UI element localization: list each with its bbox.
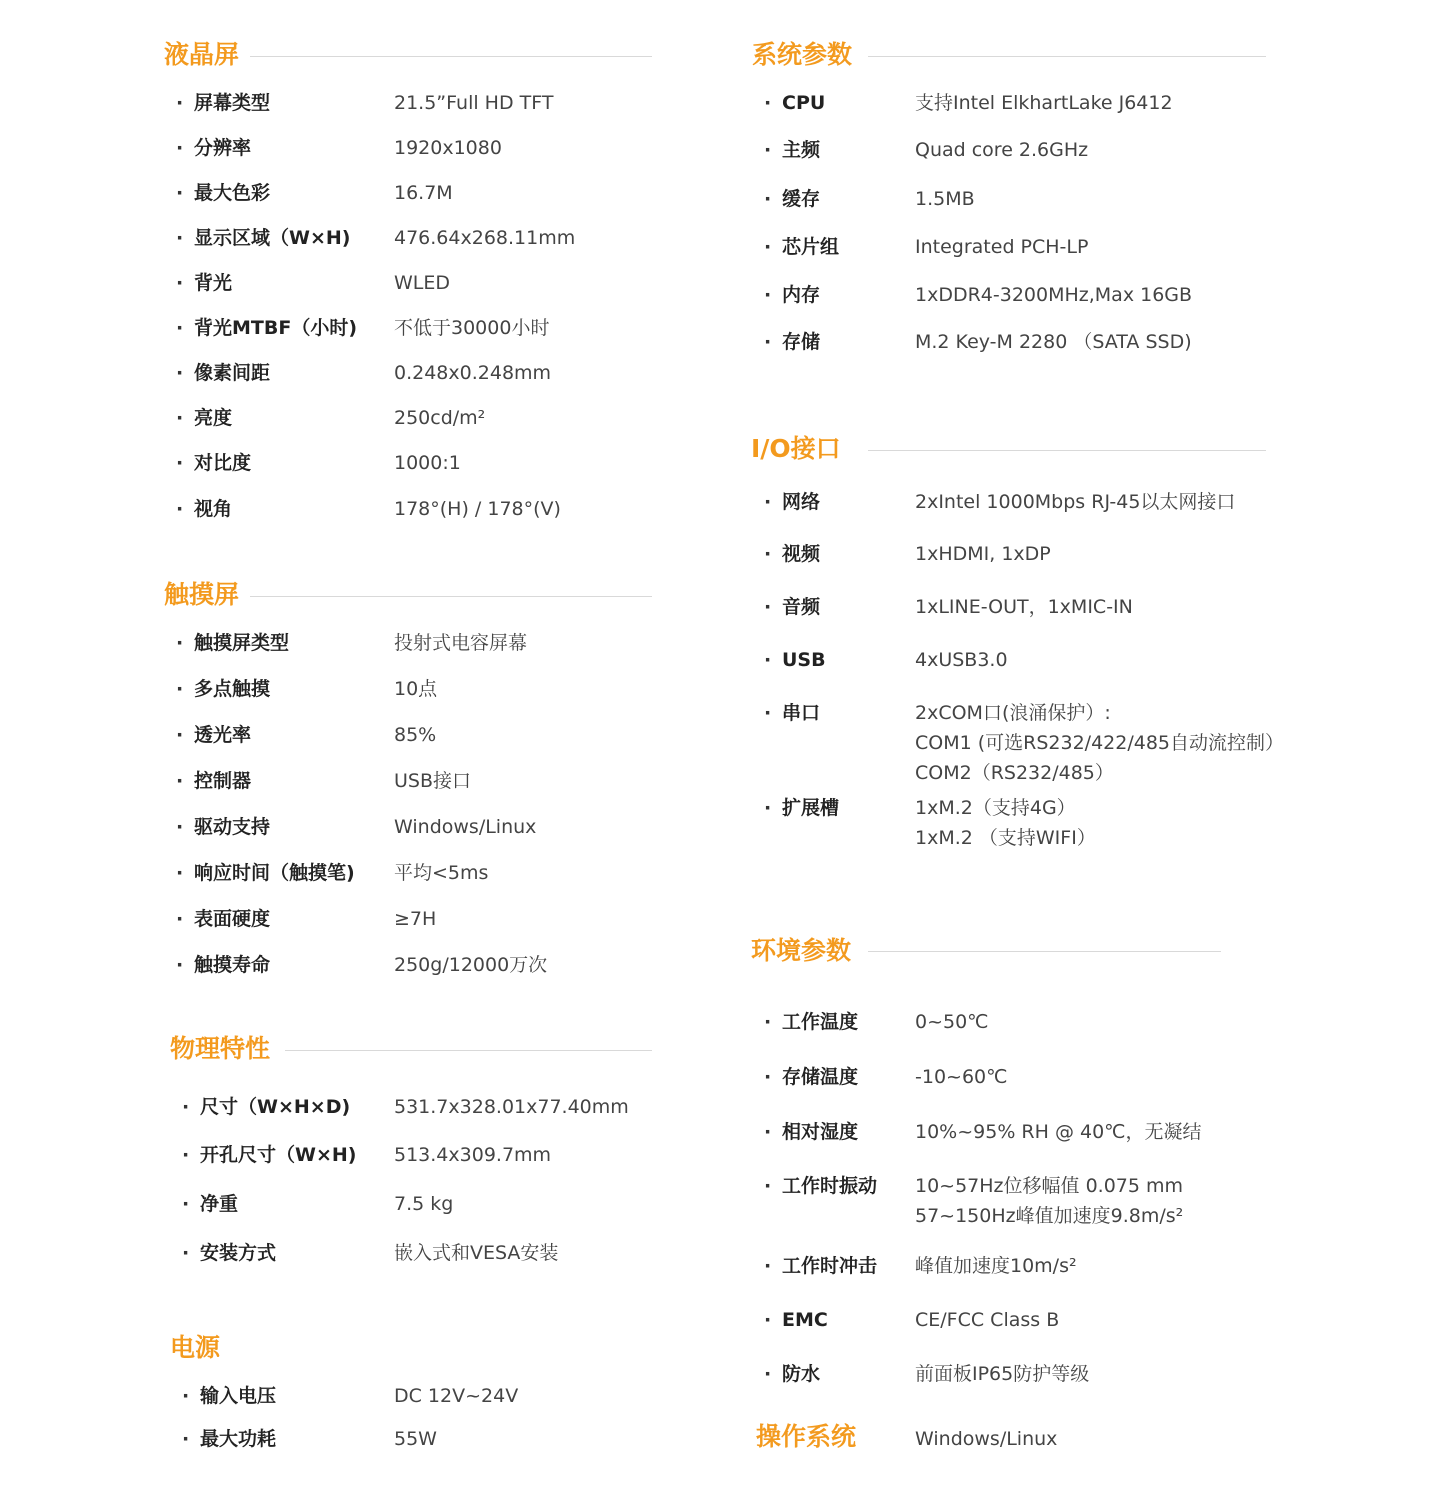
spec-label: 多点触摸 [194,678,271,700]
bullet-dot: · [764,139,772,161]
spec-label: 网络 [782,491,821,513]
section-title-lcd: 液晶屏 [164,40,240,69]
spec-label: 亮度 [194,407,233,429]
bullet-dot: · [176,182,184,204]
spec-value: 21.5”Full HD TFT [394,92,554,114]
section-title-os: 操作系统 [756,1422,857,1451]
section-rule [285,1050,652,1051]
spec-value: Windows/Linux [915,1428,1058,1450]
spec-label: 背光 [194,272,233,294]
spec-value: 178°(H) / 178°(V) [394,498,561,520]
bullet-dot: · [764,491,772,513]
bullet-dot: · [764,1255,772,1277]
spec-label: 对比度 [194,452,252,474]
spec-value: M.2 Key-M 2280 （SATA SSD) [915,331,1192,353]
spec-label: 最大色彩 [194,182,271,204]
bullet-dot: · [764,1011,772,1033]
bullet-dot: · [176,317,184,339]
spec-value: 嵌入式和VESA安装 [394,1242,559,1264]
bullet-dot: · [176,452,184,474]
bullet-dot: · [764,649,772,671]
spec-value: 1xHDMI, 1xDP [915,543,1051,565]
spec-value: 10%~95% RH @ 40℃，无凝结 [915,1121,1202,1143]
spec-label: 净重 [200,1193,239,1215]
section-title-power: 电源 [170,1333,221,1362]
section-title-physical: 物理特性 [170,1034,271,1063]
spec-value: 250g/12000万次 [394,954,548,976]
bullet-dot: · [176,770,184,792]
bullet-dot: · [176,137,184,159]
bullet-dot: · [182,1242,190,1264]
bullet-dot: · [176,632,184,654]
bullet-dot: · [182,1144,190,1166]
bullet-dot: · [176,92,184,114]
spec-label: 背光MTBF（小时) [194,317,358,339]
spec-label: 安装方式 [200,1242,277,1264]
spec-value: 2xIntel 1000Mbps RJ-45以太网接口 [915,491,1236,513]
spec-label: 内存 [782,284,821,306]
spec-label: 防水 [782,1363,821,1385]
spec-value: 531.7x328.01x77.40mm [394,1096,629,1118]
spec-label: 视频 [782,543,821,565]
spec-label: 触摸寿命 [194,954,271,976]
bullet-dot: · [182,1428,190,1450]
spec-value: 1000:1 [394,452,461,474]
spec-value: 1920x1080 [394,137,502,159]
spec-value: 4xUSB3.0 [915,649,1008,671]
spec-label: 像素间距 [194,362,271,384]
spec-label: 工作温度 [782,1011,859,1033]
spec-value: 1xLINE-OUT，1xMIC-IN [915,596,1133,618]
spec-label: 存储 [782,331,821,353]
bullet-dot: · [764,596,772,618]
spec-value: -10~60℃ [915,1066,1008,1088]
spec-value: 476.64x268.11mm [394,227,576,249]
spec-value: 16.7M [394,182,453,204]
spec-value-line: 10~57Hz位移幅值 0.075 mm [915,1175,1184,1197]
spec-value: Quad core 2.6GHz [915,139,1089,161]
bullet-dot: · [176,498,184,520]
spec-label: 控制器 [194,770,252,792]
bullet-dot: · [764,331,772,353]
spec-value: 513.4x309.7mm [394,1144,552,1166]
spec-value-line: 57~150Hz峰值加速度9.8m/s² [915,1205,1184,1227]
bullet-dot: · [176,816,184,838]
spec-value [915,698,1284,788]
spec-label: 缓存 [782,188,821,210]
bullet-dot: · [182,1096,190,1118]
spec-value-line: COM2（RS232/485） [915,762,1114,784]
bullet-dot: · [176,362,184,384]
spec-value-line: 1xM.2 （支持WIFI） [915,827,1096,849]
spec-label: EMC [782,1309,828,1331]
bullet-dot: · [176,272,184,294]
spec-label: 响应时间（触摸笔) [194,862,355,884]
spec-label: 触摸屏类型 [194,632,290,654]
bullet-dot: · [176,954,184,976]
section-title-env: 环境参数 [751,936,852,965]
bullet-dot: · [764,1363,772,1385]
spec-label: 表面硬度 [194,908,271,930]
bullet-dot: · [764,1066,772,1088]
spec-label: 工作时振动 [782,1175,878,1197]
section-rule [250,56,652,57]
bullet-dot: · [764,1121,772,1143]
spec-label: 主频 [782,139,821,161]
spec-value: DC 12V~24V [394,1385,519,1407]
bullet-dot: · [176,862,184,884]
spec-label: 驱动支持 [194,816,271,838]
spec-value: 1xDDR4-3200MHz,Max 16GB [915,284,1193,306]
spec-label: 串口 [782,702,821,724]
spec-label: USB [782,649,826,671]
spec-value: Integrated PCH-LP [915,236,1089,258]
spec-value: 平均<5ms [394,862,489,884]
spec-value: USB接口 [394,770,472,792]
spec-value: CE/FCC Class B [915,1309,1060,1331]
bullet-dot: · [764,702,772,724]
section-title-touch: 触摸屏 [164,580,240,609]
spec-label: 透光率 [194,724,252,746]
spec-value: 不低于30000小时 [394,317,550,339]
section-title-system: 系统参数 [752,40,853,69]
spec-value: 55W [394,1428,437,1450]
spec-value: Windows/Linux [394,816,537,838]
bullet-dot: · [764,92,772,114]
spec-label: 扩展槽 [782,797,840,819]
bullet-dot: · [176,908,184,930]
bullet-dot: · [182,1385,190,1407]
bullet-dot: · [764,188,772,210]
section-rule [868,56,1266,57]
spec-value: 峰值加速度10m/s² [915,1255,1077,1277]
bullet-dot: · [764,543,772,565]
spec-value: 支持Intel ElkhartLake J6412 [915,92,1173,114]
bullet-dot: · [182,1193,190,1215]
bullet-dot: · [764,1175,772,1197]
spec-value: 7.5 kg [394,1193,454,1215]
spec-value: 0.248x0.248mm [394,362,552,384]
spec-value: 10点 [394,678,438,700]
bullet-dot: · [764,236,772,258]
spec-value [915,1171,1183,1231]
spec-value: 0~50℃ [915,1011,989,1033]
spec-label: 视角 [194,498,233,520]
spec-label: 屏幕类型 [194,92,271,114]
bullet-dot: · [764,1309,772,1331]
bullet-dot: · [176,678,184,700]
spec-value [915,793,1096,853]
spec-label: 开孔尺寸（W×H) [200,1144,357,1166]
section-title-io: I/O接口 [751,434,841,463]
spec-value-line: COM1 (可选RS232/422/485自动流控制） [915,732,1285,754]
spec-label: 存储温度 [782,1066,859,1088]
section-rule [868,450,1266,451]
bullet-dot: · [176,407,184,429]
section-rule [250,596,652,597]
bullet-dot: · [176,724,184,746]
spec-value: 1.5MB [915,188,975,210]
spec-label: 工作时冲击 [782,1255,878,1277]
spec-label: CPU [782,92,826,114]
spec-value-line: 1xM.2（支持4G） [915,797,1076,819]
bullet-dot: · [764,284,772,306]
spec-value: 投射式电容屏幕 [394,632,528,654]
spec-label: 尺寸（W×H×D) [200,1096,351,1118]
spec-label: 显示区域（W×H) [194,227,351,249]
spec-label: 音频 [782,596,821,618]
spec-value-line: 2xCOM口(浪涌保护）: [915,702,1111,724]
spec-value: WLED [394,272,451,294]
section-rule [868,951,1221,952]
spec-value: 前面板IP65防护等级 [915,1363,1090,1385]
bullet-dot: · [176,227,184,249]
spec-value: 250cd/m² [394,407,486,429]
spec-value: 85% [394,724,437,746]
bullet-dot: · [764,797,772,819]
spec-label: 芯片组 [782,236,840,258]
spec-label: 输入电压 [200,1385,277,1407]
spec-label: 相对湿度 [782,1121,859,1143]
spec-label: 最大功耗 [200,1428,277,1450]
spec-value: ≥7H [394,908,437,930]
spec-label: 分辨率 [194,137,252,159]
